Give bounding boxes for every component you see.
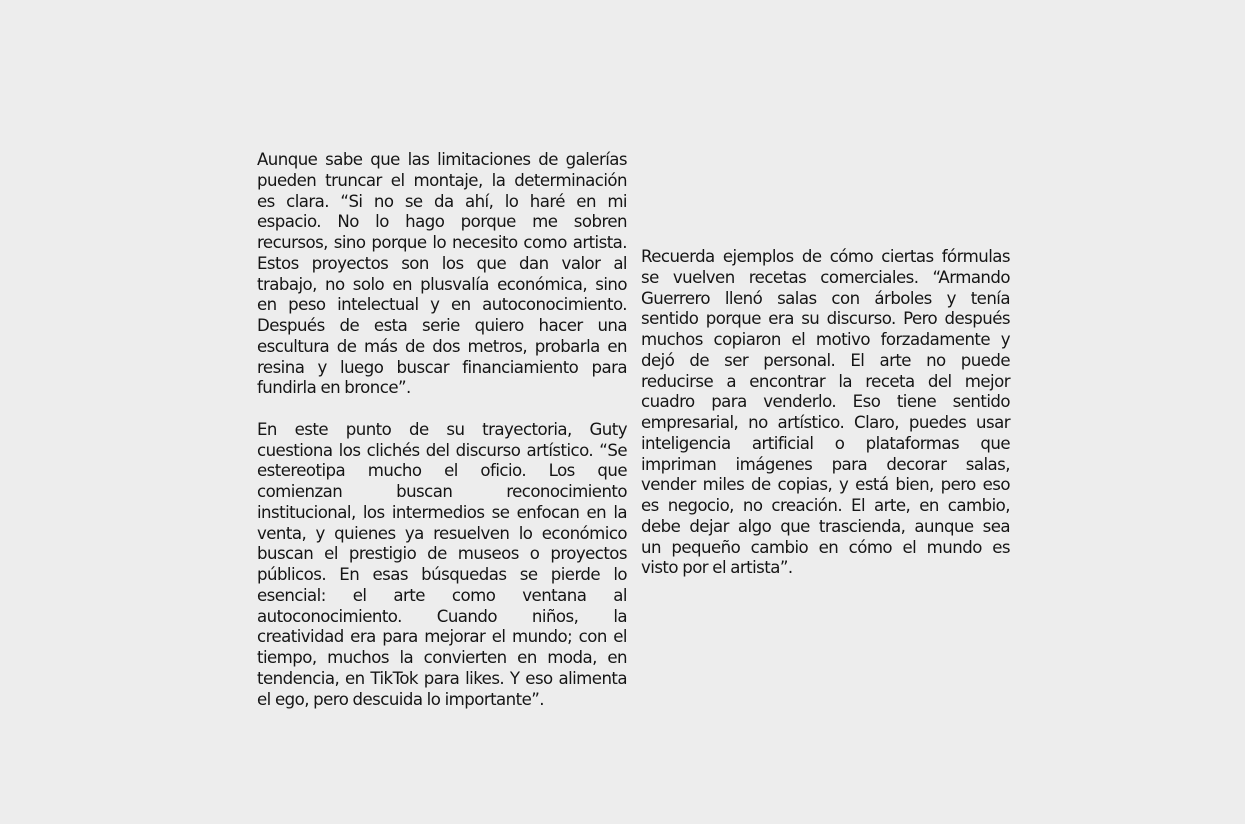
text-line: en peso intelectual y en autoconocimiento. [257, 295, 627, 315]
text-line: buscan el prestigio de museos o proyectos [257, 544, 627, 564]
text-line: sentido porque era su discurso. Pero después [641, 309, 1010, 329]
text-line: escultura de más de dos metros, probarla en [257, 336, 627, 356]
text-line: creatividad era para mejorar el mundo; con el [257, 627, 627, 647]
text-line: vender miles de copias, y está bien, pero eso [641, 475, 1010, 495]
text-line: cuadro para venderlo. Eso tiene sentido [641, 392, 1010, 412]
text-line: tendencia, en TikTok para likes. Y eso alimenta [257, 668, 627, 688]
text-line: Estos proyectos son los que dan valor al [257, 253, 627, 273]
body-paragraph [257, 420, 627, 711]
text-line: fundirla en bronce”. [257, 378, 411, 398]
text-line: muchos copiaron el motivo forzadamente y [641, 330, 1010, 349]
text-line: es clara. “Si no se da ahí, lo haré en mi [257, 191, 627, 211]
text-line: el ego, pero descuida lo importante”. [257, 689, 545, 709]
text-line: dejó de ser personal. El arte no puede [641, 350, 1010, 370]
text-line: espacio. No lo hago porque me sobren [257, 212, 627, 232]
text-line: impriman imágenes para decorar salas, [641, 454, 1010, 474]
text-line: es negocio, no creación. El arte, en cambio, [641, 496, 1010, 515]
text-line: resina y luego buscar financiamiento para [257, 357, 627, 377]
text-line: cuestiona los clichés del discurso artístico. “Se [257, 440, 627, 460]
text-line: un pequeño cambio en cómo el mundo es [641, 537, 1010, 557]
text-line: trabajo, no solo en plusvalía económica, sino [257, 274, 627, 294]
text-line: se vuelven recetas comerciales. “Armando [641, 267, 1010, 287]
text-line: Recuerda ejemplos de cómo ciertas fórmulas [641, 247, 1010, 266]
text-line: esencial: el arte como ventana al [257, 585, 627, 605]
text-line: tiempo, muchos la convierten en moda, en [257, 648, 627, 667]
text-line: Aunque sabe que las limitaciones de galerías [257, 150, 627, 169]
text-line: institucional, los intermedios se enfocan en la [257, 502, 627, 522]
right-text-column [641, 247, 1010, 579]
text-line: visto por el artista”. [641, 558, 793, 578]
body-paragraph [641, 247, 1010, 579]
text-line: pueden truncar el montaje, la determinación [257, 170, 627, 190]
left-text-column [257, 150, 627, 710]
text-line: En este punto de su trayectoria, Guty [257, 419, 627, 439]
text-line: recursos, sino porque lo necesito como artista. [257, 233, 627, 252]
body-paragraph [257, 150, 627, 399]
text-line: Después de esta serie quiero hacer una [257, 316, 627, 335]
text-line: inteligencia artificial o plataformas que [641, 433, 1010, 453]
text-line: debe dejar algo que trascienda, aunque sea [641, 516, 1010, 536]
text-line: venta, y quienes ya resuelven lo económico [257, 523, 627, 543]
text-line: Guerrero llenó salas con árboles y tenía [641, 288, 1010, 308]
text-line: públicos. En esas búsquedas se pierde lo [257, 565, 627, 584]
text-line: autoconocimiento. Cuando niños, la [257, 606, 627, 626]
text-line: comienzan buscan reconocimiento [257, 482, 627, 501]
text-line: reducirse a encontrar la receta del mejor [641, 371, 1010, 391]
text-line: estereotipa mucho el oficio. Los que [257, 461, 627, 481]
text-line: empresarial, no artístico. Claro, puedes usar [641, 413, 1010, 432]
